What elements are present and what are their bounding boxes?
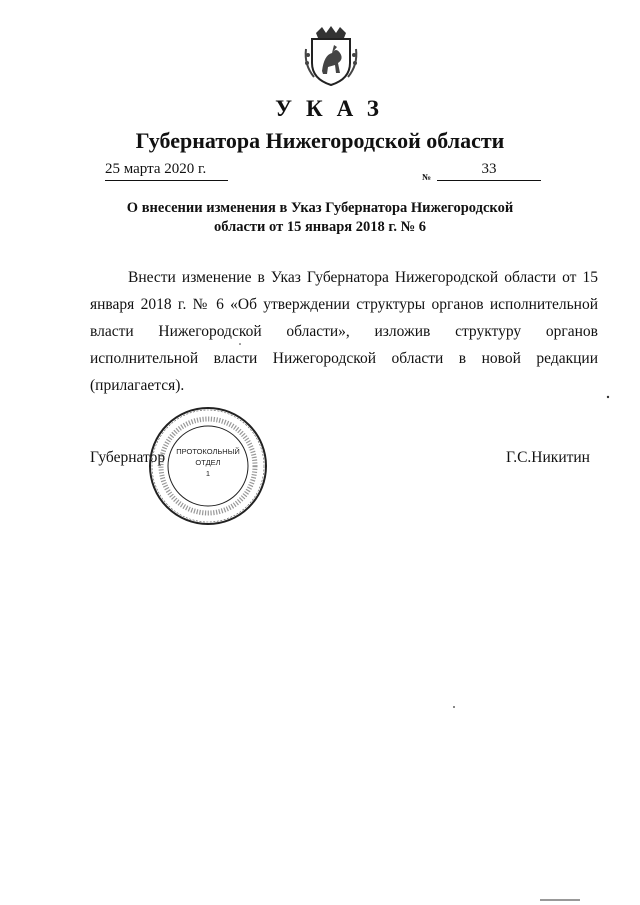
document-type-title: УКАЗ <box>275 96 393 121</box>
signatory-name: Г.С.Никитин <box>506 449 590 466</box>
stamp-line-2: ОТДЕЛ <box>195 458 221 467</box>
issuer-subtitle: Губернатора Нижегородской области <box>135 128 505 153</box>
number-sign: № <box>422 172 432 182</box>
subject-line-2: области от 15 января 2018 г. № 6 <box>213 219 427 235</box>
stamp-line-3: 1 <box>205 469 211 478</box>
decree-body-paragraph: Внести изменение в Указ Губернатора Нижегородской области от 15 января 2018 г. № 6 «Об утверждении структуры органов исполнительной власти Нижегородской области», изложив структуру органов исполнительной власти Нижегородской области в новой редакции (прилагается). <box>90 269 598 394</box>
subject-line-1: О внесении изменения в Указ Губернатора Нижегородской <box>126 200 514 216</box>
stamp-line-1: ПРОТОКОЛЬНЫЙ <box>176 447 240 456</box>
decree-number: 33 <box>481 161 497 177</box>
signatory-position: Губернатор <box>90 449 166 466</box>
decree-date: 25 марта 2020 г. <box>105 161 207 177</box>
